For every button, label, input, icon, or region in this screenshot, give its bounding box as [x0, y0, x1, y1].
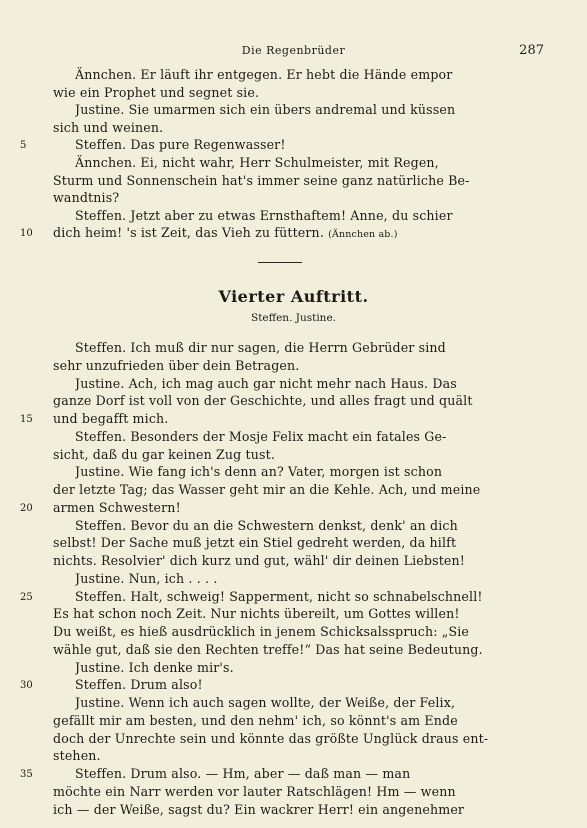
text-line-content: sich und weinen.: [53, 119, 164, 135]
text-line-content: Steffen. Jetzt aber zu etwas Ernsthaftem! Anne, du schier: [75, 207, 453, 223]
text-line-content: möchte ein Narr werden vor lauter Ratschlägen! Hm — wenn: [53, 783, 456, 799]
text-line-content: ich — der Weiße, sagst du? Ein wackrer Herr! ein angenehmer: [53, 801, 465, 817]
text-line-content: Justine. Nun, ich . . . .: [75, 570, 218, 586]
text-line: [75, 101, 533, 119]
text-line: [53, 552, 533, 570]
text-line-content: Steffen. Bevor du an die Schwestern denkst, denk' an dich: [75, 517, 458, 533]
text-line-content: Ännchen. Ei, nicht wahr, Herr Schulmeister, mit Regen,: [75, 155, 439, 170]
text-line: [75, 765, 533, 783]
line-number: 25: [20, 591, 33, 603]
text-line: [75, 588, 533, 606]
text-line: [53, 481, 533, 499]
text-line-content: wähle gut, daß sie den Rechten treffe!“ Das hat seine Bedeutung.: [53, 641, 483, 657]
text-line-content: Justine. Sie umarmen sich ein übers andremal und küssen: [75, 102, 456, 118]
text-line: [53, 534, 533, 552]
text-line-content: Steffen. Besonders der Mosje Felix macht ein fatales Ge-: [75, 428, 447, 444]
line-number: 20: [20, 502, 33, 514]
running-header-title: Die Regenbrüder: [241, 44, 346, 57]
text-line: [53, 747, 533, 765]
text-line: [53, 172, 533, 190]
text-line: [53, 119, 533, 137]
text-line-content: Justine. Wie fang ich's denn an? Vater, morgen ist schon: [75, 464, 443, 480]
text-line-content: dich heim! 's ist Zeit, das Vieh zu füttern.: [53, 225, 324, 241]
text-line-content: Sturm und Sonnenschein hat's immer seine ganz natürliche Be-: [53, 172, 470, 188]
text-line-content: Es hat schon noch Zeit. Nur nichts übereilt, um Gottes willen!: [53, 606, 460, 622]
line-number: 15: [20, 414, 33, 425]
text-line-content: Ännchen. Er läuft ihr entgegen. Er hebt die Hände empor: [75, 67, 453, 82]
text-line-content: sehr unzufrieden über dein Betragen.: [53, 357, 300, 373]
text-line-content: Justine. Ach, ich mag auch gar nicht mehr nach Haus. Das: [75, 375, 457, 391]
line-number: 10: [20, 228, 33, 240]
text-line: [75, 136, 533, 154]
scene-title: Vierter Auftritt.: [218, 287, 369, 306]
text-line-content: ganze Dorf ist voll von der Geschichte, und alles fragt und quält: [53, 393, 473, 409]
text-line-content: und begafft mich.: [53, 411, 169, 426]
text-line-content: Justine. Wenn ich auch sagen wollte, der Weiße, der Felix,: [75, 695, 456, 710]
text-line-content: nichts. Resolvier' dich kurz und gut, wähl' dir deinen Liebsten!: [53, 553, 465, 568]
text-line: [75, 428, 533, 446]
text-line: [53, 730, 533, 748]
text-line: [53, 446, 533, 464]
text-line: [75, 463, 533, 481]
text-line: [53, 783, 533, 801]
text-line-content: Steffen. Drum also!: [75, 677, 203, 693]
text-line: [75, 570, 533, 588]
text-line: [75, 207, 533, 225]
text-line: [53, 189, 533, 207]
text-line: [75, 659, 533, 677]
line-number: 5: [20, 140, 27, 152]
text-line-content: Steffen. Das pure Regenwasser!: [75, 137, 286, 153]
text-line-content: sicht, daß du gar keinen Zug tust.: [53, 446, 275, 462]
text-line: [75, 375, 533, 393]
text-line: [75, 154, 533, 172]
page-number: 287: [519, 43, 544, 58]
text-line: [53, 499, 533, 517]
text-line-content: Steffen. Halt, schweig! Sapperment, nicht so schnabelschnell!: [75, 588, 483, 604]
text-line: [53, 392, 533, 410]
text-line-content: stehen.: [53, 748, 101, 764]
text-line-content: Du weißt, es hieß ausdrücklich in jenem Schicksalsspruch: „Sie: [53, 624, 470, 639]
text-line-content: Steffen. Drum also. — Hm, aber — daß man — man: [75, 766, 411, 781]
scene-characters: Steffen. Justine.: [251, 312, 336, 324]
text-line-content: armen Schwestern!: [53, 499, 181, 515]
text-line: [53, 712, 533, 730]
text-line: [75, 339, 533, 357]
text-line: [53, 84, 533, 102]
line-number: 35: [20, 769, 33, 780]
text-line-content: wandtnis?: [53, 190, 120, 206]
text-line-content: doch der Unrechte sein und könnte das größte Unglück draus ent-: [53, 730, 489, 746]
text-line-content: Justine. Ich denke mir's.: [75, 659, 234, 675]
text-line-content: selbst! Der Sache muß jetzt ein Stiel gedreht werden, da hilft: [53, 535, 457, 551]
text-line: [75, 517, 533, 535]
text-line: [53, 623, 533, 641]
text-line-content: der letzte Tag; das Wasser geht mir an die Kehle. Ach, und meine: [53, 482, 481, 497]
text-line: [53, 224, 533, 244]
text-line-content: gefällt mir am besten, und den nehm' ich, so könnt's am Ende: [53, 712, 458, 728]
text-line: [53, 605, 533, 623]
text-line-content: Steffen. Ich muß dir nur sagen, die Herrn Gebrüder sind: [75, 340, 446, 355]
section-divider: [258, 262, 302, 263]
text-line: [53, 357, 533, 375]
text-line-content: wie ein Prophet und segnet sie.: [53, 84, 260, 100]
text-line: [75, 676, 533, 694]
text-line: [53, 641, 533, 659]
text-line: [75, 694, 533, 712]
stage-direction: (Ännchen ab.): [328, 229, 398, 241]
text-line: [53, 410, 533, 428]
text-line: [75, 66, 533, 84]
text-line: [53, 801, 533, 819]
line-number: 30: [20, 680, 33, 692]
